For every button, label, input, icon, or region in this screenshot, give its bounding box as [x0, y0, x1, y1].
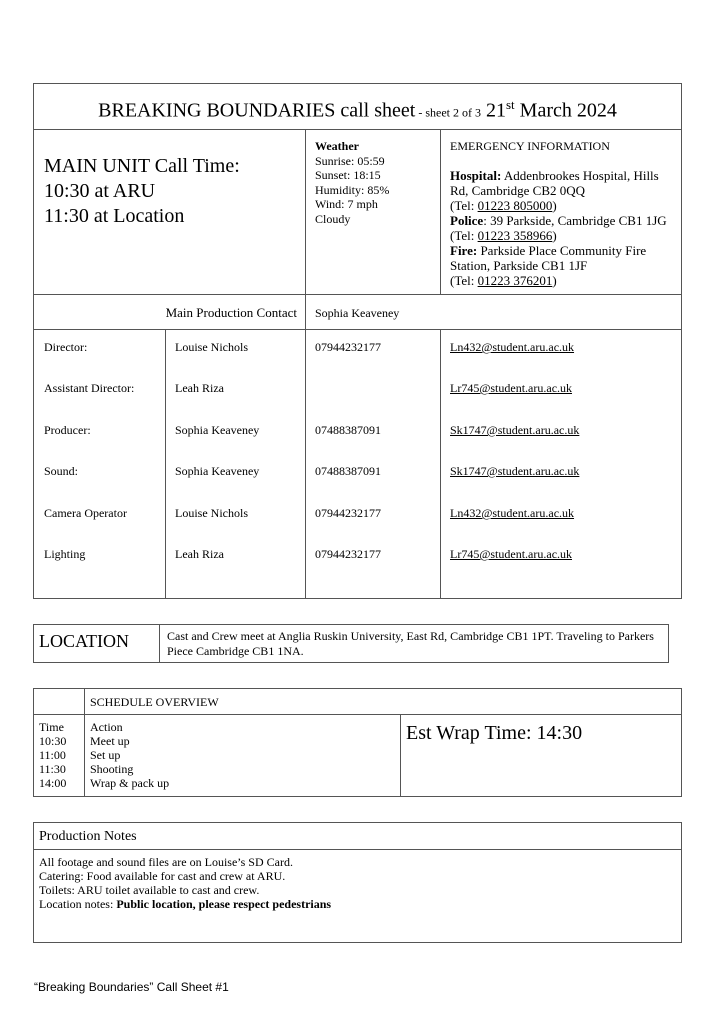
schedule-actions	[90, 720, 169, 790]
divider	[33, 294, 682, 295]
call-time-line: MAIN UNIT Call Time:	[44, 155, 240, 177]
divider	[84, 688, 85, 797]
divider	[159, 624, 160, 663]
police-tel: (Tel: 01223 358966)	[450, 228, 557, 243]
police-phone-link[interactable]: 01223 358966	[477, 228, 553, 243]
page-title	[33, 92, 682, 126]
police-label: Police	[450, 213, 484, 228]
crew-phone: 07488387091	[315, 464, 381, 478]
divider	[33, 849, 682, 850]
call-time-line: 10:30 at ARU	[44, 180, 156, 202]
schedule-action: Wrap & pack up	[90, 776, 170, 790]
date-day: 21	[485, 99, 506, 122]
hospital-tel: (Tel: 01223 805000)	[450, 198, 557, 213]
crew-email-link[interactable]: Ln432@student.aru.ac.uk	[450, 506, 575, 520]
crew-email-link[interactable]: Sk1747@student.aru.ac.uk	[450, 423, 580, 437]
crew-name: Louise Nichols	[175, 340, 248, 354]
crew-phone: 07944232177	[315, 506, 381, 520]
footer-text: “Breaking Boundaries” Call Sheet #1	[34, 980, 229, 994]
crew-role: Producer:	[44, 423, 91, 437]
date-rest: March 2024	[514, 99, 617, 122]
police-text: : 39 Parkside, Cambridge CB1 1JG	[483, 213, 667, 228]
note-line: Toilets: ARU toilet available to cast and crew.	[39, 883, 260, 897]
location-text: Cast and Crew meet at Anglia Ruskin University, East Rd, Cambridge CB1 1PT. Traveling to Parkers Piece Cambridge CB1 1NA.	[167, 629, 654, 658]
police-info	[450, 213, 672, 228]
weather-sunset: Sunset: 18:15	[315, 168, 381, 182]
location-note-bold: Public location, please respect pedestrians	[116, 897, 332, 911]
weather-condition: Cloudy	[315, 211, 351, 226]
notes-body	[39, 855, 331, 911]
divider	[440, 329, 441, 599]
crew-phone: 07488387091	[315, 423, 381, 437]
note-line: Catering: Food available for cast and crew at ARU.	[39, 869, 286, 883]
crew-name: Leah Riza	[175, 547, 224, 561]
crew-email-link[interactable]: Sk1747@student.aru.ac.uk	[450, 464, 580, 478]
crew-role: Assistant Director:	[44, 381, 135, 395]
weather-heading: Weather	[315, 139, 359, 153]
crew-email-link[interactable]: Ln432@student.aru.ac.uk	[450, 340, 575, 354]
main-contact-label: Main Production Contact	[165, 305, 297, 320]
main-contact-name: Sophia Keaveney	[315, 306, 400, 320]
schedule-time: 10:30	[39, 734, 67, 748]
schedule-action: Meet up	[90, 734, 130, 748]
crew-role: Director:	[44, 340, 88, 354]
fire-text: Parkside Place Community Fire Station, Parkside CB1 1JF	[450, 243, 647, 273]
location-label: LOCATION	[39, 631, 129, 651]
hospital-phone-link[interactable]: 01223 805000	[477, 198, 553, 213]
divider	[33, 329, 682, 330]
call-time-line: 11:30 at Location	[44, 205, 185, 227]
schedule-action: Shooting	[90, 762, 134, 776]
title-text: BREAKING BOUNDARIES call sheet	[98, 99, 416, 122]
weather-panel	[315, 139, 389, 226]
notes-heading: Production Notes	[39, 829, 137, 844]
crew-name: Leah Riza	[175, 381, 224, 395]
weather-sunrise: Sunrise: 05:59	[315, 153, 385, 168]
crew-name: Sophia Keaveney	[175, 464, 260, 478]
call-time	[44, 154, 240, 229]
divider	[165, 329, 166, 599]
hospital-info	[450, 168, 672, 198]
crew-phone: 07944232177	[315, 340, 381, 354]
weather-wind: Wind: 7 mph	[315, 197, 378, 211]
emergency-panel	[450, 139, 672, 288]
emergency-heading: EMERGENCY INFORMATION	[450, 139, 610, 153]
hospital-label: Hospital:	[450, 168, 502, 183]
date-suffix: st	[505, 97, 515, 112]
divider	[440, 129, 441, 294]
schedule-time: 11:30	[39, 762, 66, 776]
note-line: All footage and sound files are on Louise’s SD Card.	[39, 855, 293, 869]
divider	[33, 714, 682, 715]
divider	[305, 329, 306, 599]
schedule-heading: SCHEDULE OVERVIEW	[90, 695, 219, 709]
time-header: Time	[39, 720, 64, 734]
weather-humidity: Humidity: 85%	[315, 182, 390, 197]
fire-label: Fire:	[450, 243, 478, 258]
action-header: Action	[90, 720, 123, 734]
crew-email-link[interactable]: Lr745@student.aru.ac.uk	[450, 547, 573, 561]
crew-name: Sophia Keaveney	[175, 423, 260, 437]
divider	[400, 714, 401, 797]
schedule-time: 11:00	[39, 748, 66, 762]
crew-phone: 07944232177	[315, 547, 381, 561]
crew-email-link[interactable]: Lr745@student.aru.ac.uk	[450, 381, 573, 395]
hospital-text: Addenbrookes Hospital, Hills Rd, Cambridge CB2 0QQ	[450, 168, 659, 198]
schedule-times	[39, 720, 66, 790]
est-wrap-time: Est Wrap Time: 14:30	[406, 722, 583, 744]
fire-phone-link[interactable]: 01223 376201	[477, 273, 553, 288]
crew-role: Lighting	[44, 547, 86, 561]
schedule-action: Set up	[90, 748, 121, 762]
note-line: Location notes: Public location, please respect pedestrians	[39, 897, 332, 911]
sheet-note: - sheet 2 of 3	[415, 105, 481, 120]
schedule-time: 14:00	[39, 776, 67, 790]
crew-name: Louise Nichols	[175, 506, 248, 520]
crew-role: Sound:	[44, 464, 79, 478]
divider	[33, 129, 682, 130]
crew-role: Camera Operator	[44, 506, 127, 520]
fire-tel: (Tel: 01223 376201)	[450, 273, 557, 288]
fire-info	[450, 243, 672, 273]
divider	[305, 129, 306, 329]
